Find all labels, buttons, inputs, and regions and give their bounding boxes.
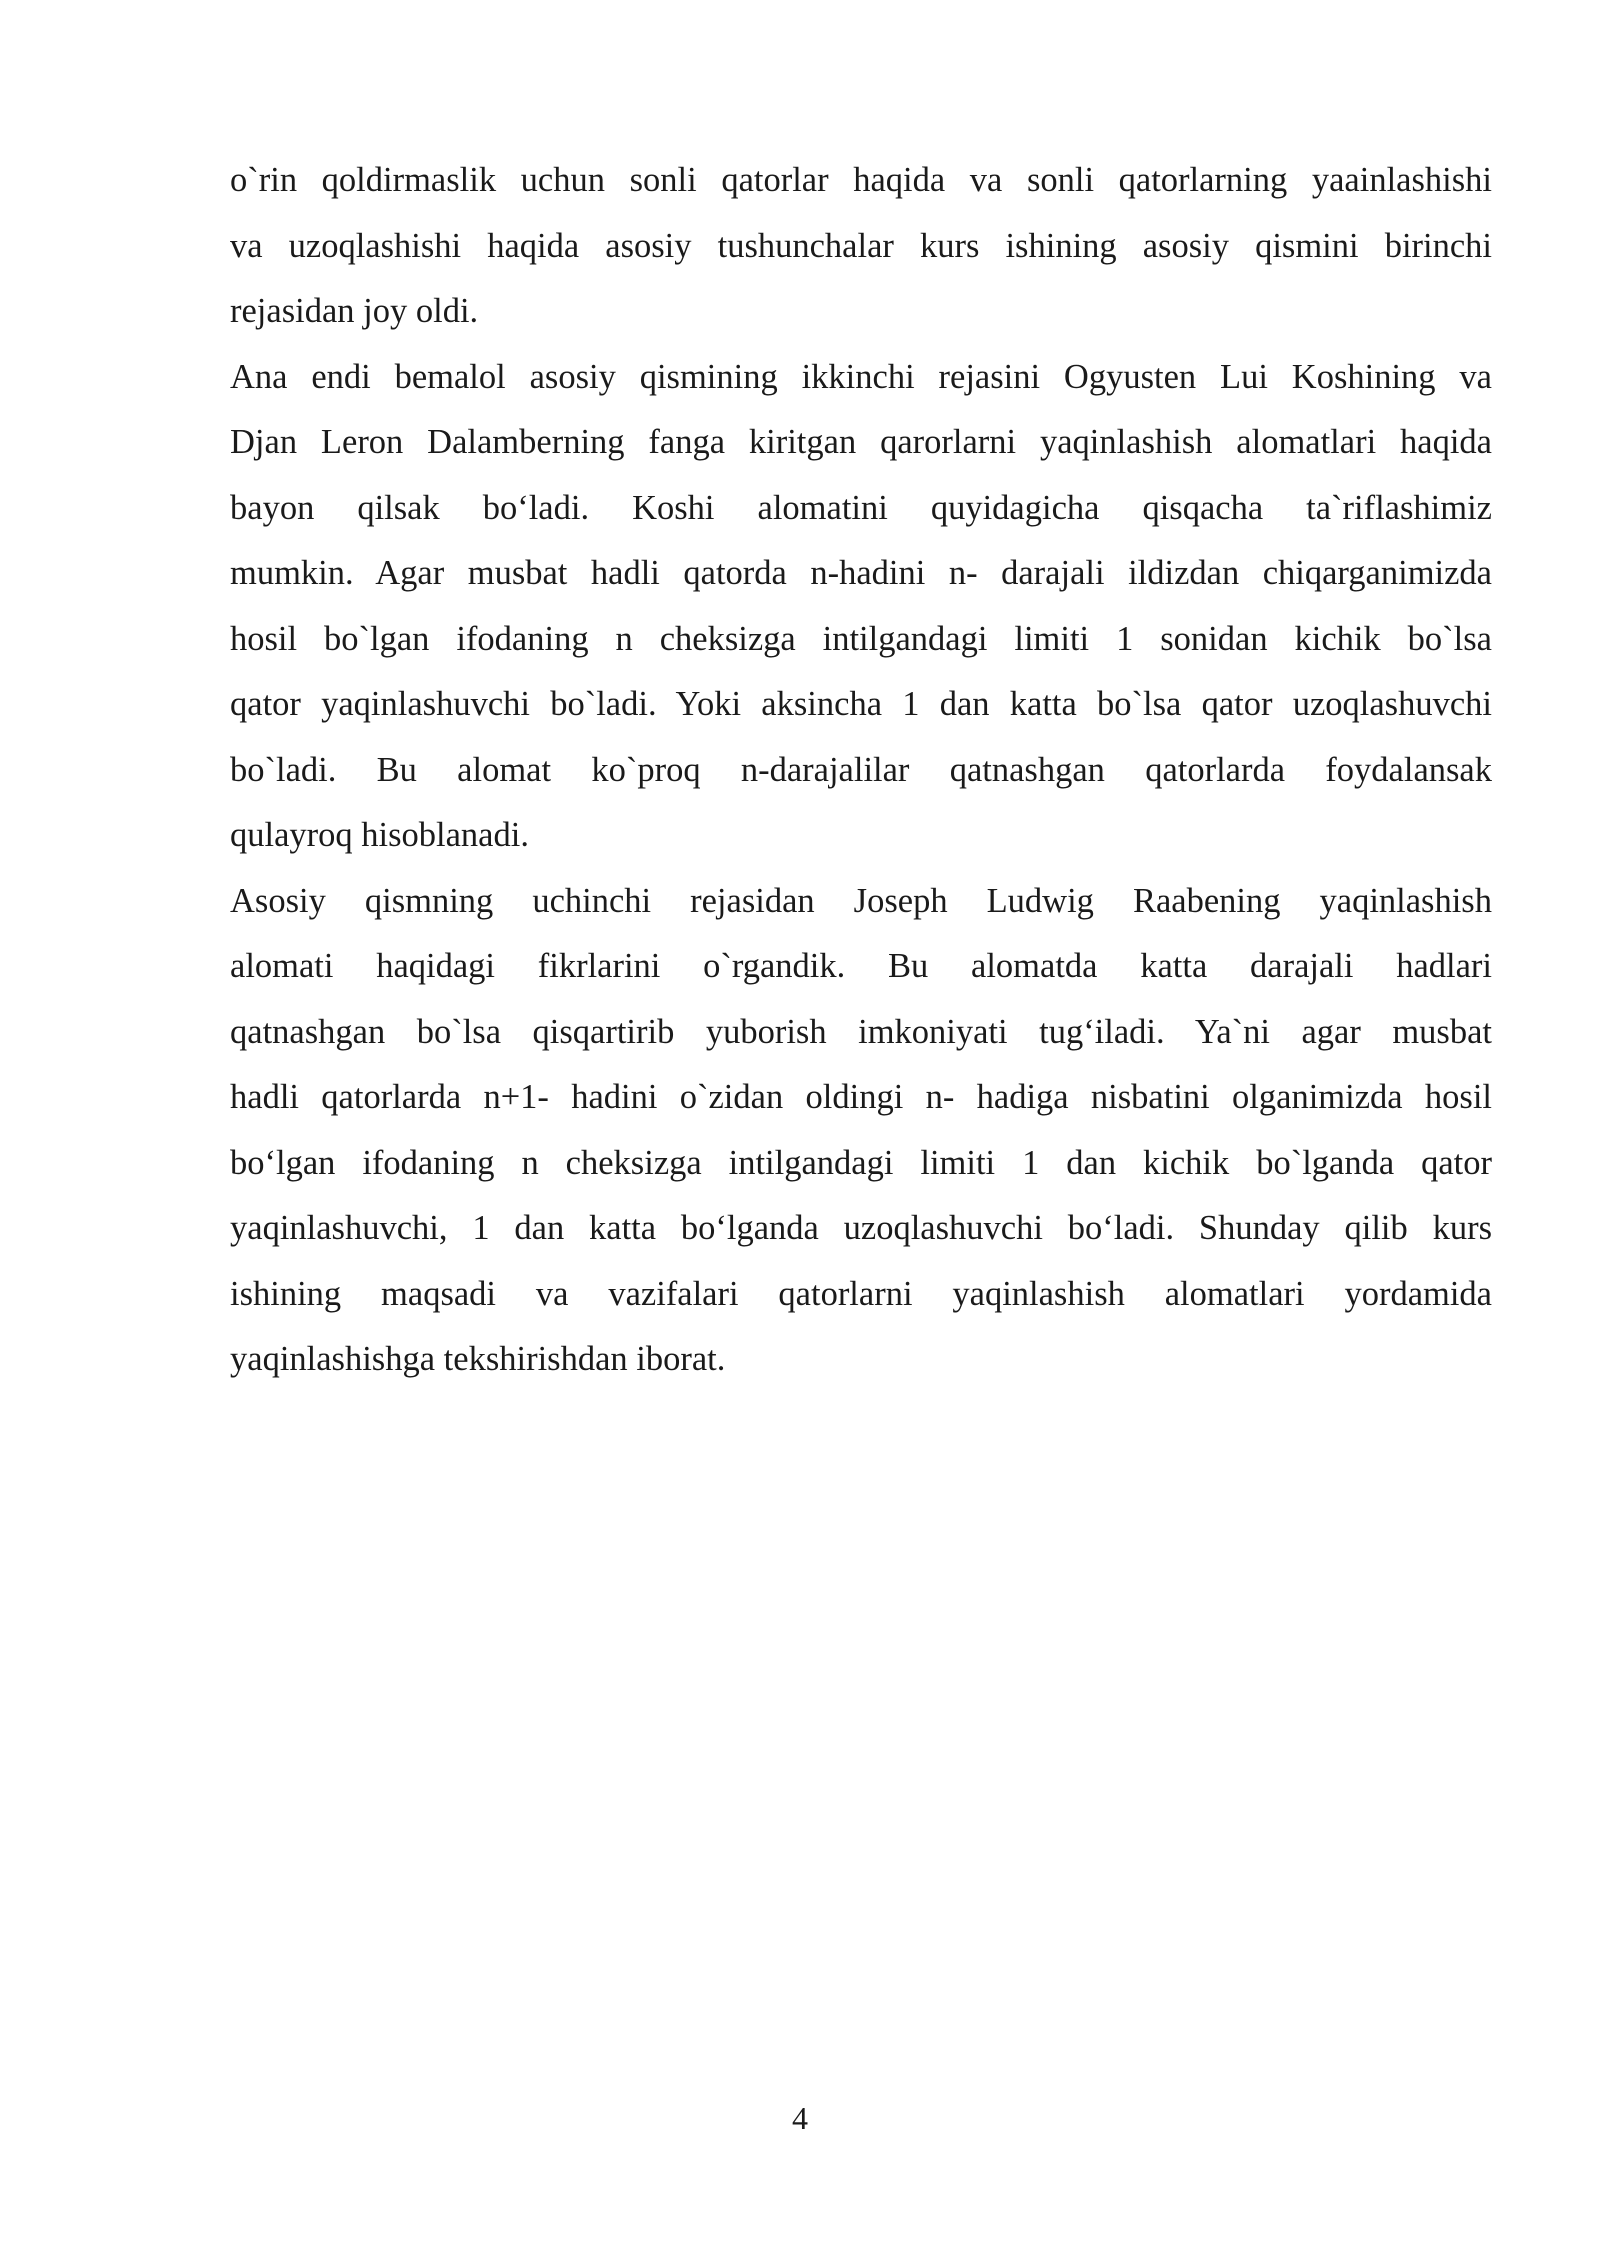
- body-text: [230, 148, 1492, 1393]
- text-line: yaqinlashuvchi, 1 dan katta bo‘lganda uzoqlashuvchi bo‘ladi. Shunday qilib kurs: [230, 1209, 1492, 1247]
- text-line: qulayroq hisoblanadi.: [230, 816, 529, 854]
- text-line: bo`ladi. Bu alomat ko`proq n-darajalilar qatnashgan qatorlarda foydalansak: [230, 750, 1492, 789]
- text-line: ishining maqsadi va vazifalari qatorlarni yaqinlashish alomatlari yordamida: [230, 1274, 1492, 1313]
- page-number: 4: [792, 2100, 808, 2136]
- text-line: Asosiy qismning uchinchi rejasidan Joseph Ludwig Raabening yaqinlashish: [230, 881, 1492, 920]
- text-line: alomati haqidagi fikrlarini o`rgandik. Bu alomatda katta darajali hadlari: [230, 947, 1492, 985]
- text-line: Ana endi bemalol asosiy qismining ikkinchi rejasini Ogyusten Lui Koshining va: [230, 357, 1492, 396]
- text-line: rejasidan joy oldi.: [230, 292, 479, 330]
- text-line: bayon qilsak bo‘ladi. Koshi alomatini quyidagicha qisqacha ta`riflashimiz: [230, 488, 1492, 527]
- text-line: Djan Leron Dalamberning fanga kiritgan qarorlarni yaqinlashish alomatlari haqida: [230, 423, 1492, 461]
- text-line: qator yaqinlashuvchi bo`ladi. Yoki aksincha 1 dan katta bo`lsa qator uzoqlashuvchi: [230, 685, 1492, 723]
- paragraph-3: [230, 869, 1492, 1393]
- text-line: yaqinlashishga tekshirishdan iborat.: [230, 1340, 726, 1378]
- text-line: va uzoqlashishi haqida asosiy tushunchalar kurs ishining asosiy qismini birinchi: [230, 226, 1492, 265]
- text-line: qatnashgan bo`lsa qisqartirib yuborish imkoniyati tug‘iladi. Ya`ni agar musbat: [230, 1012, 1492, 1051]
- text-line: bo‘lgan ifodaning n cheksizga intilgandagi limiti 1 dan kichik bo`lganda qator: [230, 1143, 1492, 1182]
- paragraph-2: [230, 345, 1492, 869]
- paragraph-1: [230, 148, 1492, 345]
- text-line: hadli qatorlarda n+1- hadini o`zidan oldingi n- hadiga nisbatini olganimizda hosil: [230, 1078, 1492, 1116]
- text-line: mumkin. Agar musbat hadli qatorda n-hadini n- darajali ildizdan chiqarganimizda: [230, 554, 1492, 592]
- text-line: hosil bo`lgan ifodaning n cheksizga intilgandagi limiti 1 sonidan kichik bo`lsa: [230, 619, 1492, 658]
- text-line: o`rin qoldirmaslik uchun sonli qatorlar haqida va sonli qatorlarning yaainlashishi: [230, 161, 1492, 199]
